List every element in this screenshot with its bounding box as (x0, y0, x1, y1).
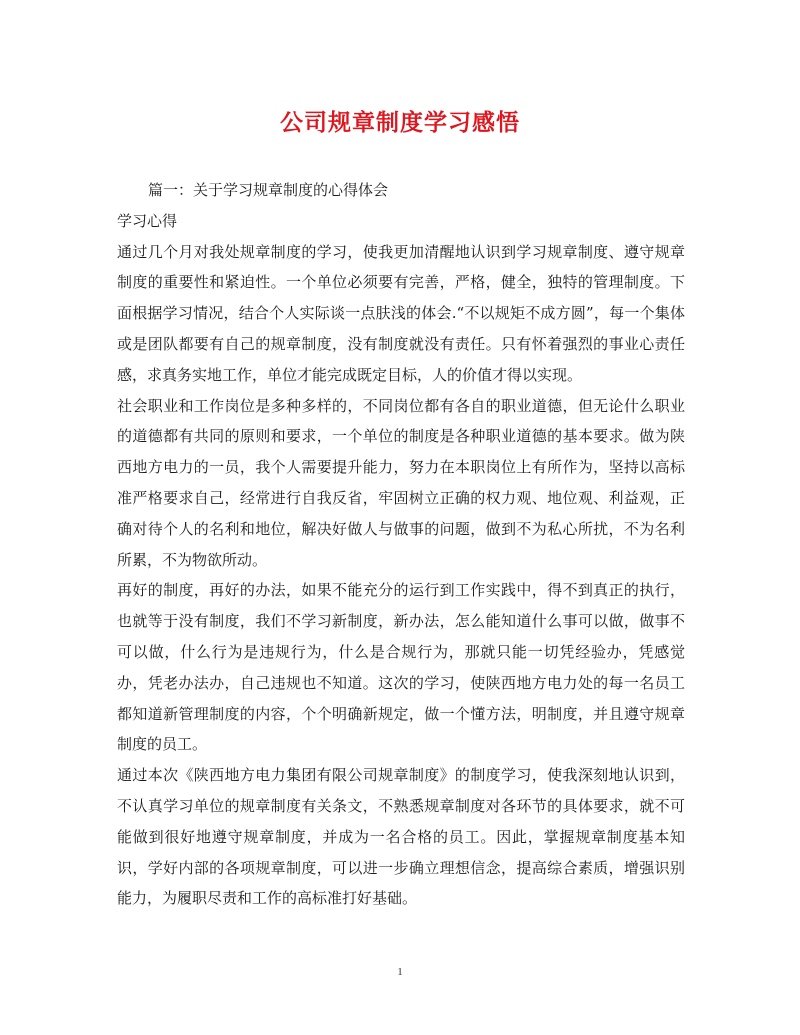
paragraph: 再好的制度，再好的办法，如果不能充分的运行到工作实践中，得不到真正的执行，也就等于没有制度，我们不学习新制度，新办法，怎么能知道什么事可以做，做事不可以做，什么行为是违规行为，什么是合规行为，那就只能一切凭经验办，凭感觉办，凭老办法办，自己违规也不知道。这次的学习，使陕西地方电力处的每一名员工都知道新管理制度的内容，个个明确新规定，做一个懂方法，明制度，并且遵守规章制度的员工。 (117, 581, 685, 754)
document-title: 公司规章制度学习感悟 (280, 109, 520, 136)
paragraph: 社会职业和工作岗位是多种多样的，不同岗位都有各自的职业道德，但无论什么职业的道德都有共同的原则和要求，一个单位的制度是各种职业道德的基本要求。做为陕西地方电力的一员，我个人需要提升能力，努力在本职岗位上有所作为，坚持以高标准严格要求自己，经常进行自我反省，牢固树立正确的权力观、地位观、利益观，正确对待个人的名利和地位，解决好做人与做事的问题，做到不为私心所扰，不为名利所累，不为物欲所动。 (117, 396, 685, 569)
paragraph: 通过本次《陕西地方电力集团有限公司规章制度》的制度学习，使我深刻地认识到，不认真学习单位的规章制度有关条文，不熟悉规章制度对各环节的具体要求，就不可能做到很好地遵守规章制度，并成为一名合格的员工。因此，掌握规章制度基本知识，学好内部的各项规章制度，可以进一步确立理想信念，提高综合素质，增强识别能力，为履职尽责和工作的高标准打好基础。 (117, 766, 685, 908)
section-heading: 篇一：关于学习规章制度的心得体会 (148, 181, 389, 199)
document-body (117, 175, 685, 914)
subheading: 学习心得 (117, 211, 178, 230)
page-number: 1 (397, 966, 403, 978)
paragraph: 通过几个月对我处规章制度的学习，使我更加清醒地认识到学习规章制度、遵守规章制度的重要性和紧迫性。一个单位必须要有完善，严格，健全，独特的管理制度。下面根据学习情况，结合个人实际谈一点肤浅的体会.“不以规矩不成方圆”，每一个集体或是团队都要有自己的规章制度，没有制度就没有责任。只有怀着强烈的事业心责任感，求真务实地工作，单位才能完成既定目标，人的价值才得以实现。 (117, 242, 685, 384)
